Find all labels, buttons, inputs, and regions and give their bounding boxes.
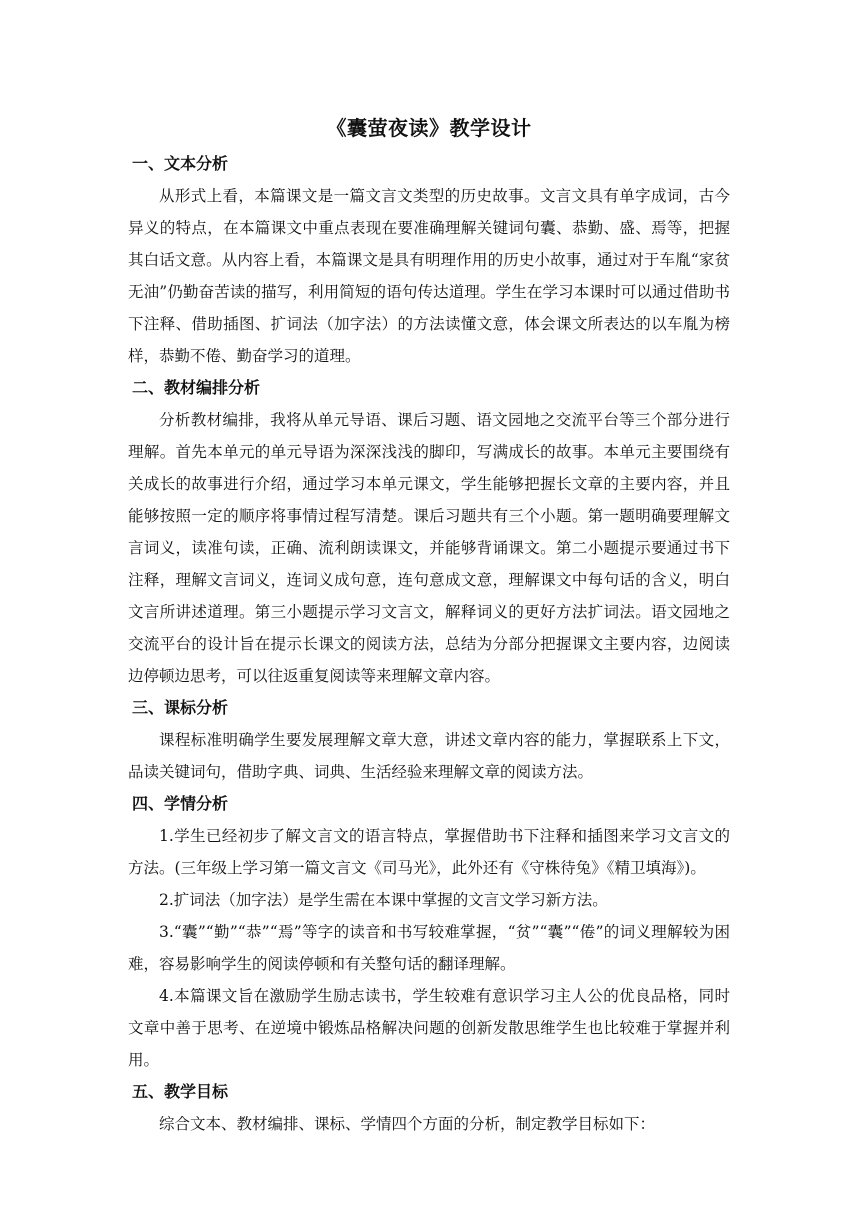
numbered-paragraph: 2.扩词法（加字法）是学生需在本课中掌握的文言文学习新方法。 (159, 891, 608, 909)
numbered-paragraph: 3.“囊”“勤”“恭”“焉”等字的读音和书写较难掌握，“贫”“囊”“倦”的词义理解较为困难，容易影响学生的阅读停顿和有关整句话的翻译理解。 (128, 923, 730, 973)
paragraph: 从形式上看，本篇课文是一篇文言文类型的历史故事。文言文具有单字成词，古今异义的特点，在本篇课文中重点表现在要准确理解关键词句囊、恭勤、盛、焉等，把握其白话文意。从内容上看，本篇课文是具有明理作用的历史小故事，通过对于车胤“家贫无油”仍勤奋苦读的描写，利用简短的语句传达道理。学生在学习本课时可以通过借助书下注释、借助插图、扩词法（加字法）的方法读懂文意，体会课文所表达的以车胤为榜样，恭勤不倦、勤奋学习的道理。 (128, 187, 730, 365)
section-heading: 三、课标分析 (132, 698, 229, 717)
section-text-analysis (128, 148, 730, 372)
section-teaching-objectives (128, 1076, 730, 1140)
paragraph: 课程标准明确学生要发展理解文章大意，讲述文章内容的能力，掌握联系上下文，品读关键词句，借助字典、词典、生活经验来理解文章的阅读方法。 (128, 731, 730, 781)
paragraph: 分析教材编排，我将从单元导语、课后习题、语文园地之交流平台等三个部分进行理解。首先本单元的单元导语为深深浅浅的脚印，写满成长的故事。本单元主要围绕有关成长的故事进行介绍，通过学习本单元课文，学生能够把握长文章的主要内容，并且能够按照一定的顺序将事情过程写清楚。课后习题共有三个小题。第一题明确要理解文言词义，读准句读，正确、流利朗读课文，并能够背诵课文。第二小题提示要通过书下注释，理解文言词义，连词义成句意，连句意成文意，理解课文中每句话的含义，明白文言所讲述道理。第三小题提示学习文言文，解释词义的更好方法扩词法。语文园地之交流平台的设计旨在提示长课文的阅读方法，总结为分部分把握课文主要内容，边阅读边停顿边思考，可以往返重复阅读等来理解文章内容。 (128, 411, 730, 685)
section-heading: 四、学情分析 (132, 794, 229, 813)
numbered-paragraph: 1.学生已经初步了解文言文的语言特点，掌握借助书下注释和插图来学习文言文的方法。(三年级上学习第一篇文言文《司马光》，此外还有《守株待兔》《精卫填海》)。 (128, 827, 730, 877)
document-body (128, 112, 730, 1140)
section-heading: 五、教学目标 (132, 1082, 229, 1101)
section-heading: 一、文本分析 (132, 154, 229, 173)
numbered-paragraph: 4.本篇课文旨在激励学生励志读书，学生较难有意识学习主人公的优良品格，同时文章中善于思考、在逆境中锻炼品格解决问题的创新发散思维学生也比较难于掌握并利用。 (128, 987, 730, 1069)
section-curriculum-standard (128, 692, 730, 788)
paragraph: 综合文本、教材编排、课标、学情四个方面的分析，制定教学目标如下： (159, 1115, 656, 1133)
section-textbook-arrangement (128, 372, 730, 692)
section-student-analysis (128, 788, 730, 1076)
section-heading: 二、教材编排分析 (132, 378, 261, 397)
document-title: 《囊萤夜读》教学设计 (326, 116, 532, 140)
